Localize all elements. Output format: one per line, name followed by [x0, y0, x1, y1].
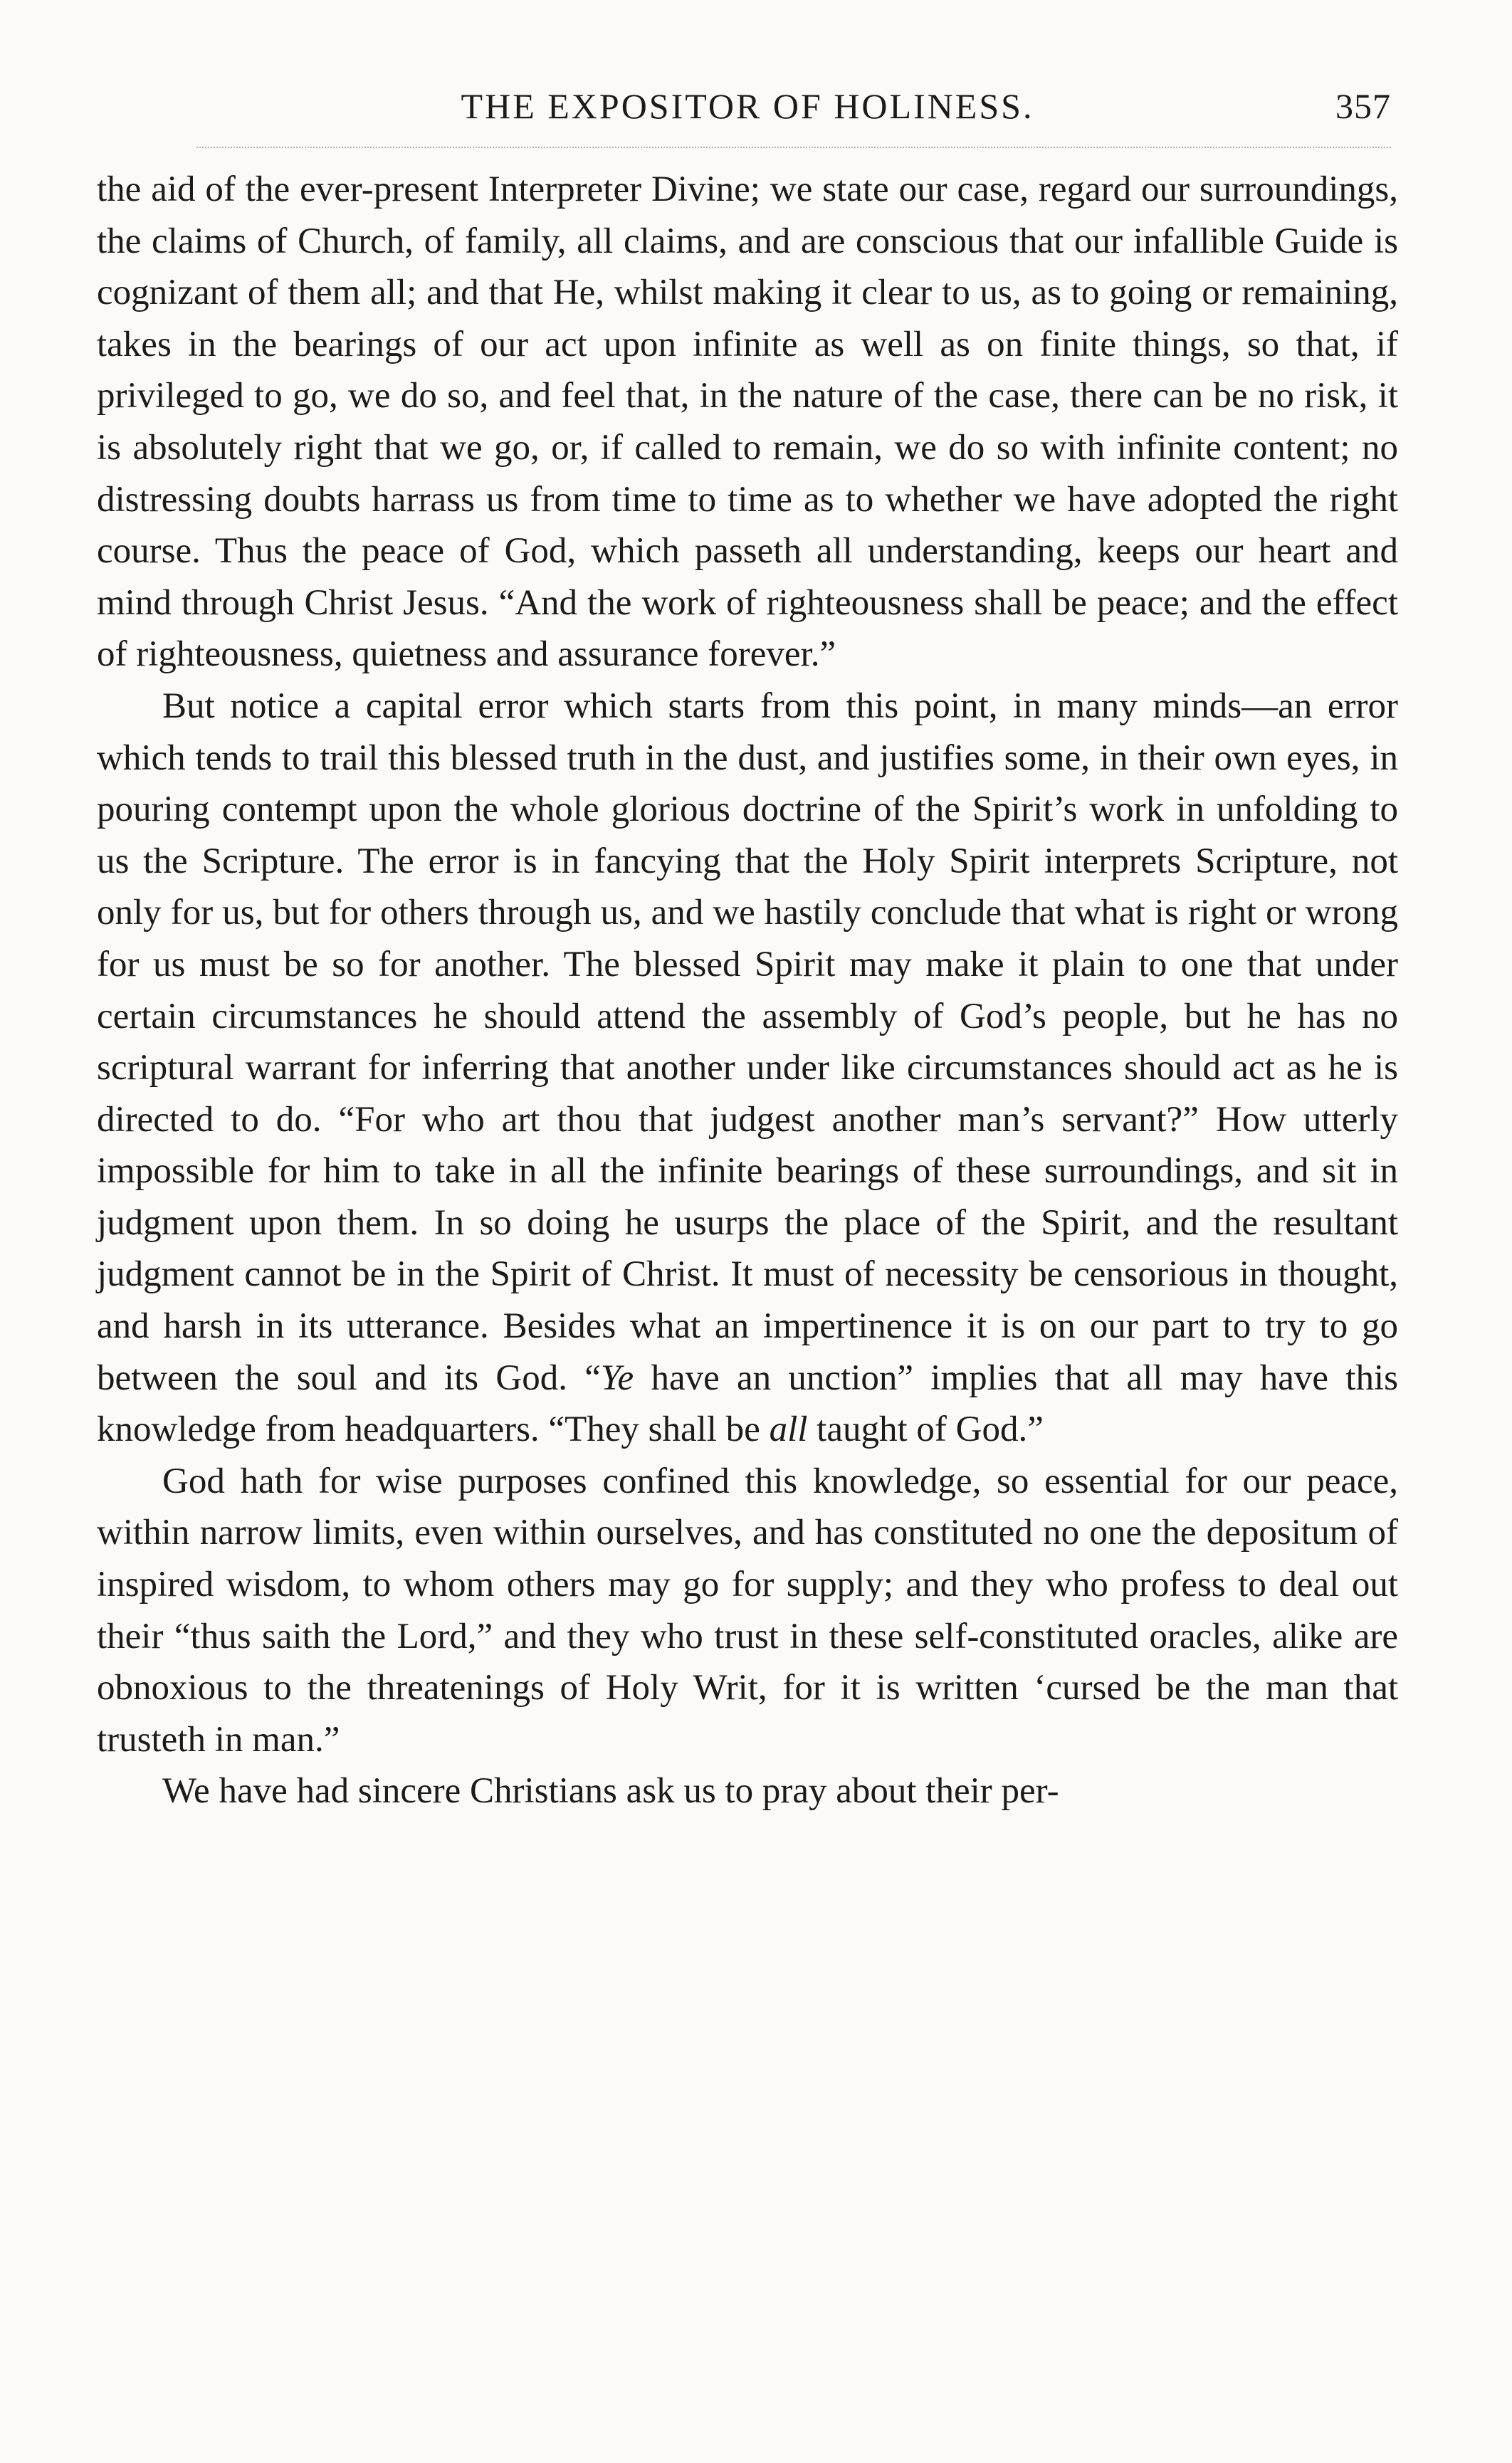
- paragraph-1: [97, 164, 1398, 681]
- italic-run: Ye: [600, 1357, 634, 1398]
- italic-run: all: [769, 1409, 808, 1450]
- book-page: [97, 80, 1398, 2422]
- running-head: [97, 80, 1398, 137]
- text-run: We have had sincere Christians ask us to pray about their per-: [162, 1771, 1059, 1812]
- paragraph-2: [97, 681, 1398, 1456]
- text-run: But notice a capital error which starts from this point, in many minds—an error which tends to trail this blessed truth in the dust, and justifies some, in their own eyes, in pouring contempt upon the whole glorious doctrine of the Spirit’s work in unfolding to us the Scripture. The error is in fancying that the Holy Spirit interprets Scripture, not only for us, but for others through us, and we hastily conclude that what is right or wrong for us must be so for another. The blessed Spirit may make it plain to one that under certain circumstances he should attend the assembly of God’s people, but he has no scriptural warrant for inferring that another under like circumstances should act as he is directed to do. “For who art thou that judgest another man’s servant?” How utterly impossible for him to take in all the infinite bearings of these surroundings, and sit in judgment upon them. In so doing he usurps the place of the Spirit, and the resultant judgment cannot be in the Spirit of Christ. It must of necessity be censorious in thought, and harsh in its utterance. Besides what an impertinence it is on our part to try to go between the soul and its God. “: [97, 686, 1398, 1398]
- paragraph-4: [97, 1765, 1398, 1817]
- running-title: THE EXPOSITOR OF HOLINESS.: [461, 86, 1034, 126]
- text-run: taught of God.”: [807, 1409, 1044, 1450]
- page-number: 357: [1335, 86, 1391, 126]
- text-run: the aid of the ever-present Interpreter Divine; we state our case, regard our surroundings, the claims of Church, of family, all claims, and are conscious that our infallible Guide is cognizant of them all; and that He, whilst making it clear to us, as to going or remaining, takes in the bearings of our act upon infinite as well as on finite things, so that, if privileged to go, we do so, and feel that, in the nature of the case, there can be no risk, it is absolutely right that we go, or, if called to remain, we do so with infinite content; no distressing doubts harrass us from time to time as to whether we have adopted the right course. Thus the peace of God, which passeth all understanding, keeps our heart and mind through Christ Jesus. “And the work of righteousness shall be peace; and the effect of righteousness, quietness and assurance forever.”: [97, 169, 1398, 675]
- text-run: God hath for wise purposes confined this knowledge, so essential for our peace, within narrow limits, even within ourselves, and has constituted no one the depositum of inspired wisdom, to whom others may go for supply; and they who profess to deal out their “thus saith the Lord,” and they who trust in these self-constituted oracles, alike are obnoxious to the threatenings of Holy Writ, for it is written ‘cursed be the man that trusteth in man.”: [97, 1461, 1398, 1760]
- text-run: have an unction” implies that all may have this knowledge from headquarters. “They shall be: [97, 1357, 1398, 1450]
- body-text: [97, 164, 1398, 1817]
- header-rule: [196, 147, 1391, 149]
- paragraph-3: [97, 1456, 1398, 1766]
